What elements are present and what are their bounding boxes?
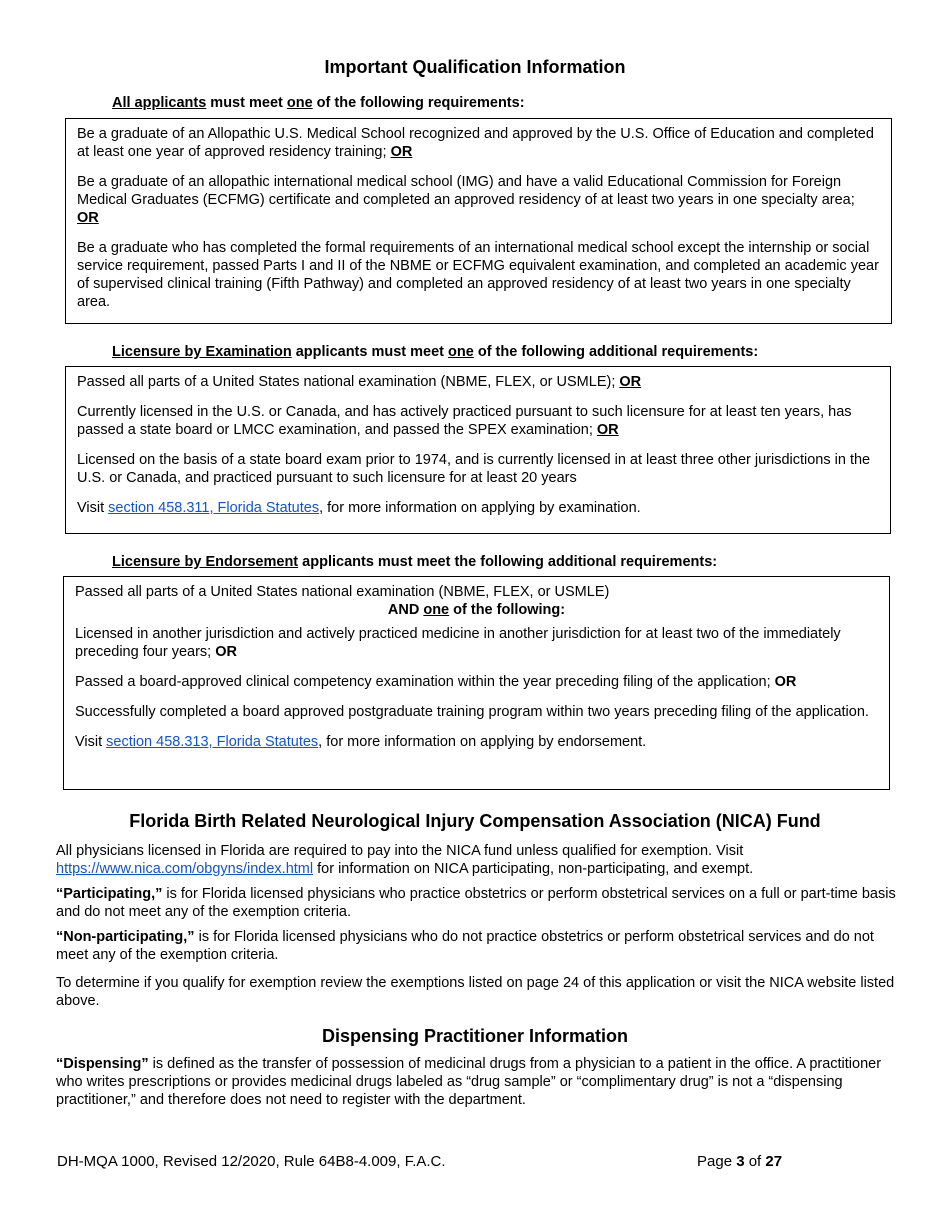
requirement-text: Be a graduate of an allopathic international medical school (IMG) and have a valid Educational Commission for Foreign Medical Graduates (ECFMG) certificate and completed an approved residency of at least two years in one specialty area;: [77, 174, 855, 208]
statute-link-458-313[interactable]: section 458.313, Florida Statutes: [106, 734, 319, 750]
term-bold: “Non-participating,”: [56, 929, 195, 945]
subhead-text: applicants must meet the following additional requirements:: [298, 554, 718, 570]
all-applicants-subhead: [112, 94, 525, 112]
term-definition: is defined as the transfer of possession of medicinal drugs from a physician to a patient in the office. A practitioner who writes prescriptions or provides medicinal drugs labeled as “drug sample” or “complimentary drug” is not a “dispensing practitioner,” and therefore does not need to register with the department.: [56, 1056, 882, 1108]
requirement-item: [75, 673, 878, 691]
visit-pre: Visit: [75, 734, 107, 750]
nica-paragraph: [56, 842, 896, 878]
visit-post: , for more information on applying by examination.: [319, 500, 641, 516]
requirement-item: [77, 451, 879, 487]
term-bold: “Dispensing”: [56, 1056, 149, 1072]
requirement-item: [77, 403, 879, 439]
subhead-underlined: All applicants: [112, 95, 207, 111]
and-underlined: one: [423, 602, 450, 618]
or-label: OR: [596, 422, 619, 438]
requirement-text: Passed all parts of a United States national examination (NBME, FLEX, or USMLE);: [77, 374, 620, 390]
page-current: 3: [736, 1153, 745, 1170]
requirement-text: Successfully completed a board approved postgraduate training program within two years preceding filing of the application.: [75, 704, 869, 720]
section-title-nica: Florida Birth Related Neurological Injury Compensation Association (NICA) Fund: [129, 811, 821, 831]
subhead-underlined: Licensure by Endorsement: [112, 554, 299, 570]
subhead-underlined: one: [286, 95, 313, 111]
nica-text: for information on NICA participating, non-participating, and exempt.: [313, 861, 754, 877]
subhead-text: of the following additional requirements:: [473, 344, 759, 360]
form-number: DH-MQA 1000, Revised 12/2020, Rule 64B8-4.009, F.A.C.: [57, 1153, 446, 1170]
visit-statute: [77, 499, 879, 517]
exam-subhead: [112, 343, 758, 361]
requirement-text: Currently licensed in the U.S. or Canada, and has actively practiced pursuant to such licensure for at least ten years, has passed a state board or LMCC examination, and passed the SPEX examination;: [77, 404, 852, 438]
term-definition: is for Florida licensed physicians who do not practice obstetrics or perform obstetrical services and do not meet any of the exemption criteria.: [56, 929, 874, 963]
visit-statute: [75, 733, 878, 751]
requirement-item: [77, 125, 880, 161]
endorsement-box: [63, 576, 890, 790]
requirement-item: [77, 373, 879, 391]
subhead-underlined: one: [448, 344, 474, 360]
or-label: OR: [215, 644, 237, 660]
and-text: of the following:: [449, 602, 566, 618]
requirement-text: Licensed in another jurisdiction and actively practiced medicine in another jurisdiction for at least two of the immediately preceding four years;: [75, 626, 841, 660]
or-label: OR: [774, 674, 797, 690]
requirement-text: Passed a board-approved clinical competency examination within the year preceding filing of the application;: [75, 674, 775, 690]
dispensing-paragraph: [56, 1055, 896, 1109]
endorsement-subhead: [112, 553, 717, 571]
visit-post: , for more information on applying by endorsement.: [318, 734, 647, 750]
subhead-text: of the following requirements:: [312, 95, 525, 111]
visit-pre: Visit: [77, 500, 109, 516]
page-mid: of: [744, 1153, 766, 1170]
non-participating-paragraph: [56, 928, 896, 964]
or-label: OR: [77, 210, 99, 226]
statute-link-458-311[interactable]: section 458.311, Florida Statutes: [108, 500, 320, 516]
requirement-item: [75, 703, 878, 721]
page-number: [697, 1152, 782, 1172]
section-title-dispensing: Dispensing Practitioner Information: [321, 1026, 629, 1046]
term-bold: “Participating,”: [56, 886, 163, 902]
requirement-item: [75, 625, 878, 661]
or-label: OR: [619, 374, 642, 390]
requirement-text: Licensed on the basis of a state board exam prior to 1974, and is currently licensed in at least three other jurisdictions in the U.S. or Canada, and practiced pursuant to such licensure for at least 20 years: [77, 452, 871, 486]
page-total: 27: [765, 1153, 783, 1170]
nica-text: All physicians licensed in Florida are required to pay into the NICA fund unless qualified for exemption. Visit: [56, 843, 744, 859]
nica-website-link[interactable]: https://www.nica.com/obgyns/index.html: [56, 861, 314, 877]
participating-paragraph: [56, 885, 896, 921]
page-pre: Page: [697, 1153, 737, 1170]
or-label: OR: [390, 144, 413, 160]
requirement-item: [77, 239, 880, 311]
all-applicants-box: [65, 118, 892, 324]
and-text: AND: [387, 602, 424, 618]
subhead-text: applicants must meet: [291, 344, 449, 360]
requirement-item: [77, 173, 880, 227]
subhead-text: must meet: [206, 95, 287, 111]
term-definition: is for Florida licensed physicians who practice obstetrics or perform obstetrical services on a full or part-time basis and do not meet any of the exemption criteria.: [56, 886, 896, 920]
section-title-qualification: Important Qualification Information: [324, 57, 626, 77]
and-one-heading: [75, 601, 878, 619]
requirement-item: Passed all parts of a United States national examination (NBME, FLEX, or USMLE): [75, 584, 610, 600]
subhead-underlined: Licensure by Examination: [112, 344, 292, 360]
exam-box: [65, 366, 891, 534]
requirement-text: Be a graduate who has completed the formal requirements of an international medical school except the internship or social service requirement, passed Parts I and II of the NBME or ECFMG equivalent examination, and completed an academic year of supervised clinical training (Fifth Pathway) and completed an approved residency of at least two years in one specialty area.: [77, 240, 879, 310]
exemption-paragraph: To determine if you qualify for exemption review the exemptions listed on page 24 of this application or visit the NICA website listed above.: [56, 975, 895, 1009]
requirement-text: Be a graduate of an Allopathic U.S. Medical School recognized and approved by the U.S. Office of Education and completed at least one year of approved residency training;: [77, 126, 874, 160]
